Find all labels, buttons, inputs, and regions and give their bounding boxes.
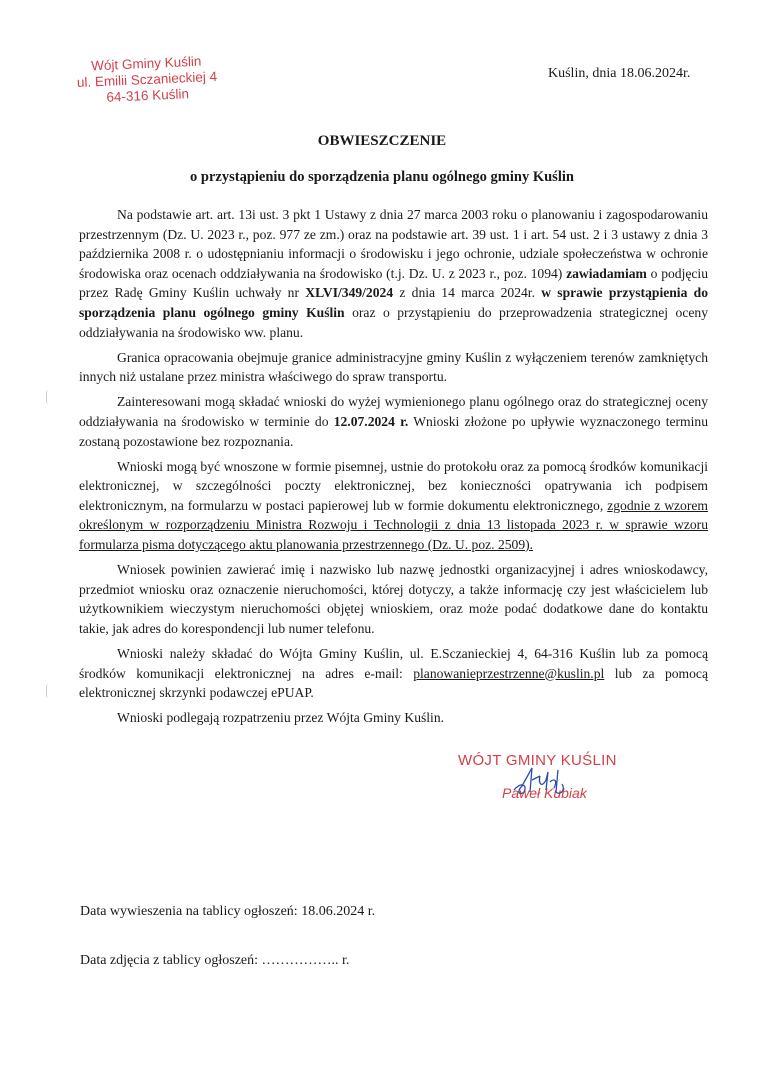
paragraph-legal-basis bbox=[79, 205, 708, 342]
removal-date: Data zdjęcia z tablicy ogłoszeń: …………….. r. bbox=[80, 953, 350, 968]
signatory-name: Paweł Kubiak bbox=[502, 785, 587, 801]
text: Wnioski złożone po upływie wyznaczonego terminu zostaną pozostawione bez rozpoznania. bbox=[79, 413, 708, 449]
scan-margin-mark bbox=[46, 390, 51, 404]
email-link[interactable]: planowanieprzestrzenne@kuslin.pl bbox=[413, 665, 605, 681]
document-body bbox=[79, 205, 708, 733]
bold-text: zawiadamiam bbox=[566, 265, 647, 281]
resolution-number: XLVI/349/2024 bbox=[305, 285, 394, 301]
stamp-line: Wójt Gminy Kuślin bbox=[90, 53, 202, 74]
stamp-line: 64-316 Kuślin bbox=[106, 86, 190, 105]
signature-block bbox=[458, 752, 638, 801]
paragraph-submission-form bbox=[79, 457, 708, 555]
text: Wnioski mogą być wnoszone w formie pisemnej, ustnie do protokołu oraz za pomocą środków komunikacji elektronicznej, w szczególności poczty elektronicznej, bez konieczności opatrywania ich podpisem elektronicznym, na formularzu w postaci papierowej lub w formie dokumentu elektronicznego, bbox=[79, 458, 708, 513]
text: oraz o przystąpieniu do przeprowadzenia strategicznej oceny oddziaływania na środowisko ww. planu. bbox=[79, 304, 708, 340]
scan-margin-mark bbox=[46, 684, 51, 698]
place-date: Kuślin, dnia 18.06.2024r. bbox=[548, 66, 691, 81]
handwritten-signature-icon bbox=[510, 762, 570, 798]
paragraph-deadline bbox=[79, 392, 708, 451]
posting-date: Data wywieszenia na tablicy ogłoszeń: 18.06.2024 r. bbox=[80, 904, 376, 919]
text: Wnioski należy składać do Wójta Gminy Kuślin, ul. E.Sczanieckiej 4, 64-316 Kuślin lub za pomocą środków komunikacji elektronicznej na adres e-mail: bbox=[79, 645, 708, 681]
signature-title: WÓJT GMINY KUŚLIN bbox=[458, 752, 617, 769]
text: o podjęciu przez Radę Gminy Kuślin uchwały nr bbox=[79, 265, 709, 301]
office-stamp bbox=[51, 52, 243, 108]
document-subtitle: o przystąpieniu do sporządzenia planu ogólnego gminy Kuślin bbox=[190, 169, 574, 185]
paragraph-where-to-submit bbox=[79, 644, 708, 703]
paragraph-boundary: Granica opracowania obejmuje granice administracyjne gminy Kuślin z wyłączeniem terenów zamkniętych innych niż ustalane przez ministra właściwego do spraw transportu. bbox=[79, 349, 708, 385]
text: Na podstawie art. art. 13i ust. 3 pkt 1 Ustawy z dnia 27 marca 2003 roku o planowaniu i zagospodarowaniu przestrzennym (Dz. U. 2023 r., poz. 977 ze zm.) oraz na podstawie art. 39 ust. 1 i art. 54 ust. 2 i 3 ustawy z dnia 3 października 2008 r. o udostępnianiu informacji o środowisku i jego ochronie, udziale społeczeństwa w ochronie środowiska oraz ocenach oddziaływania na środowisko (t.j. Dz. U. z 2023 r., poz. 1094) bbox=[79, 207, 708, 281]
underlined-regulation: zgodnie z wzorem określonym w rozporządzeniu Ministra Rozwoju i Technologii z dnia 13 listopada 2023 r. w sprawie wzoru formularza pisma dotyczącego aktu planowania przestrzennego (Dz. U. poz. 2509). bbox=[79, 497, 708, 552]
bold-text: w sprawie przystąpienia do sporządzenia planu ogólnego gminy Kuślin bbox=[79, 285, 708, 320]
document-title: OBWIESZCZENIE bbox=[317, 133, 447, 149]
deadline-date: 12.07.2024 r. bbox=[333, 413, 409, 429]
text: lub za pomocą elektronicznej skrzynki podawczej ePUAP. bbox=[79, 665, 708, 701]
text: Zainteresowani mogą składać wnioski do wyżej wymienionego planu ogólnego oraz do strategicznej oceny oddziaływania na środowisko w terminie do bbox=[79, 394, 708, 429]
paragraph-content-requirements: Wniosek powinien zawierać imię i nazwisko lub nazwę jednostki organizacyjnej i adres wnioskodawcy, przedmiot wniosku oraz oznaczenie nieruchomości, której dotyczy, a także informację czy jest właścicielem lub użytkownikiem wieczystym nieruchomości objętej wnioskiem, oraz może podać dodatkowe dane do kontaktu takie, jak adres do korespondencji lub numer telefonu. bbox=[79, 562, 708, 636]
text: z dnia 14 marca 2024r. bbox=[393, 285, 542, 301]
paragraph-review: Wnioski podlegają rozpatrzeniu przez Wójta Gminy Kuślin. bbox=[117, 710, 445, 726]
stamp-line: ul. Emilii Sczanieckiej 4 bbox=[76, 68, 218, 91]
